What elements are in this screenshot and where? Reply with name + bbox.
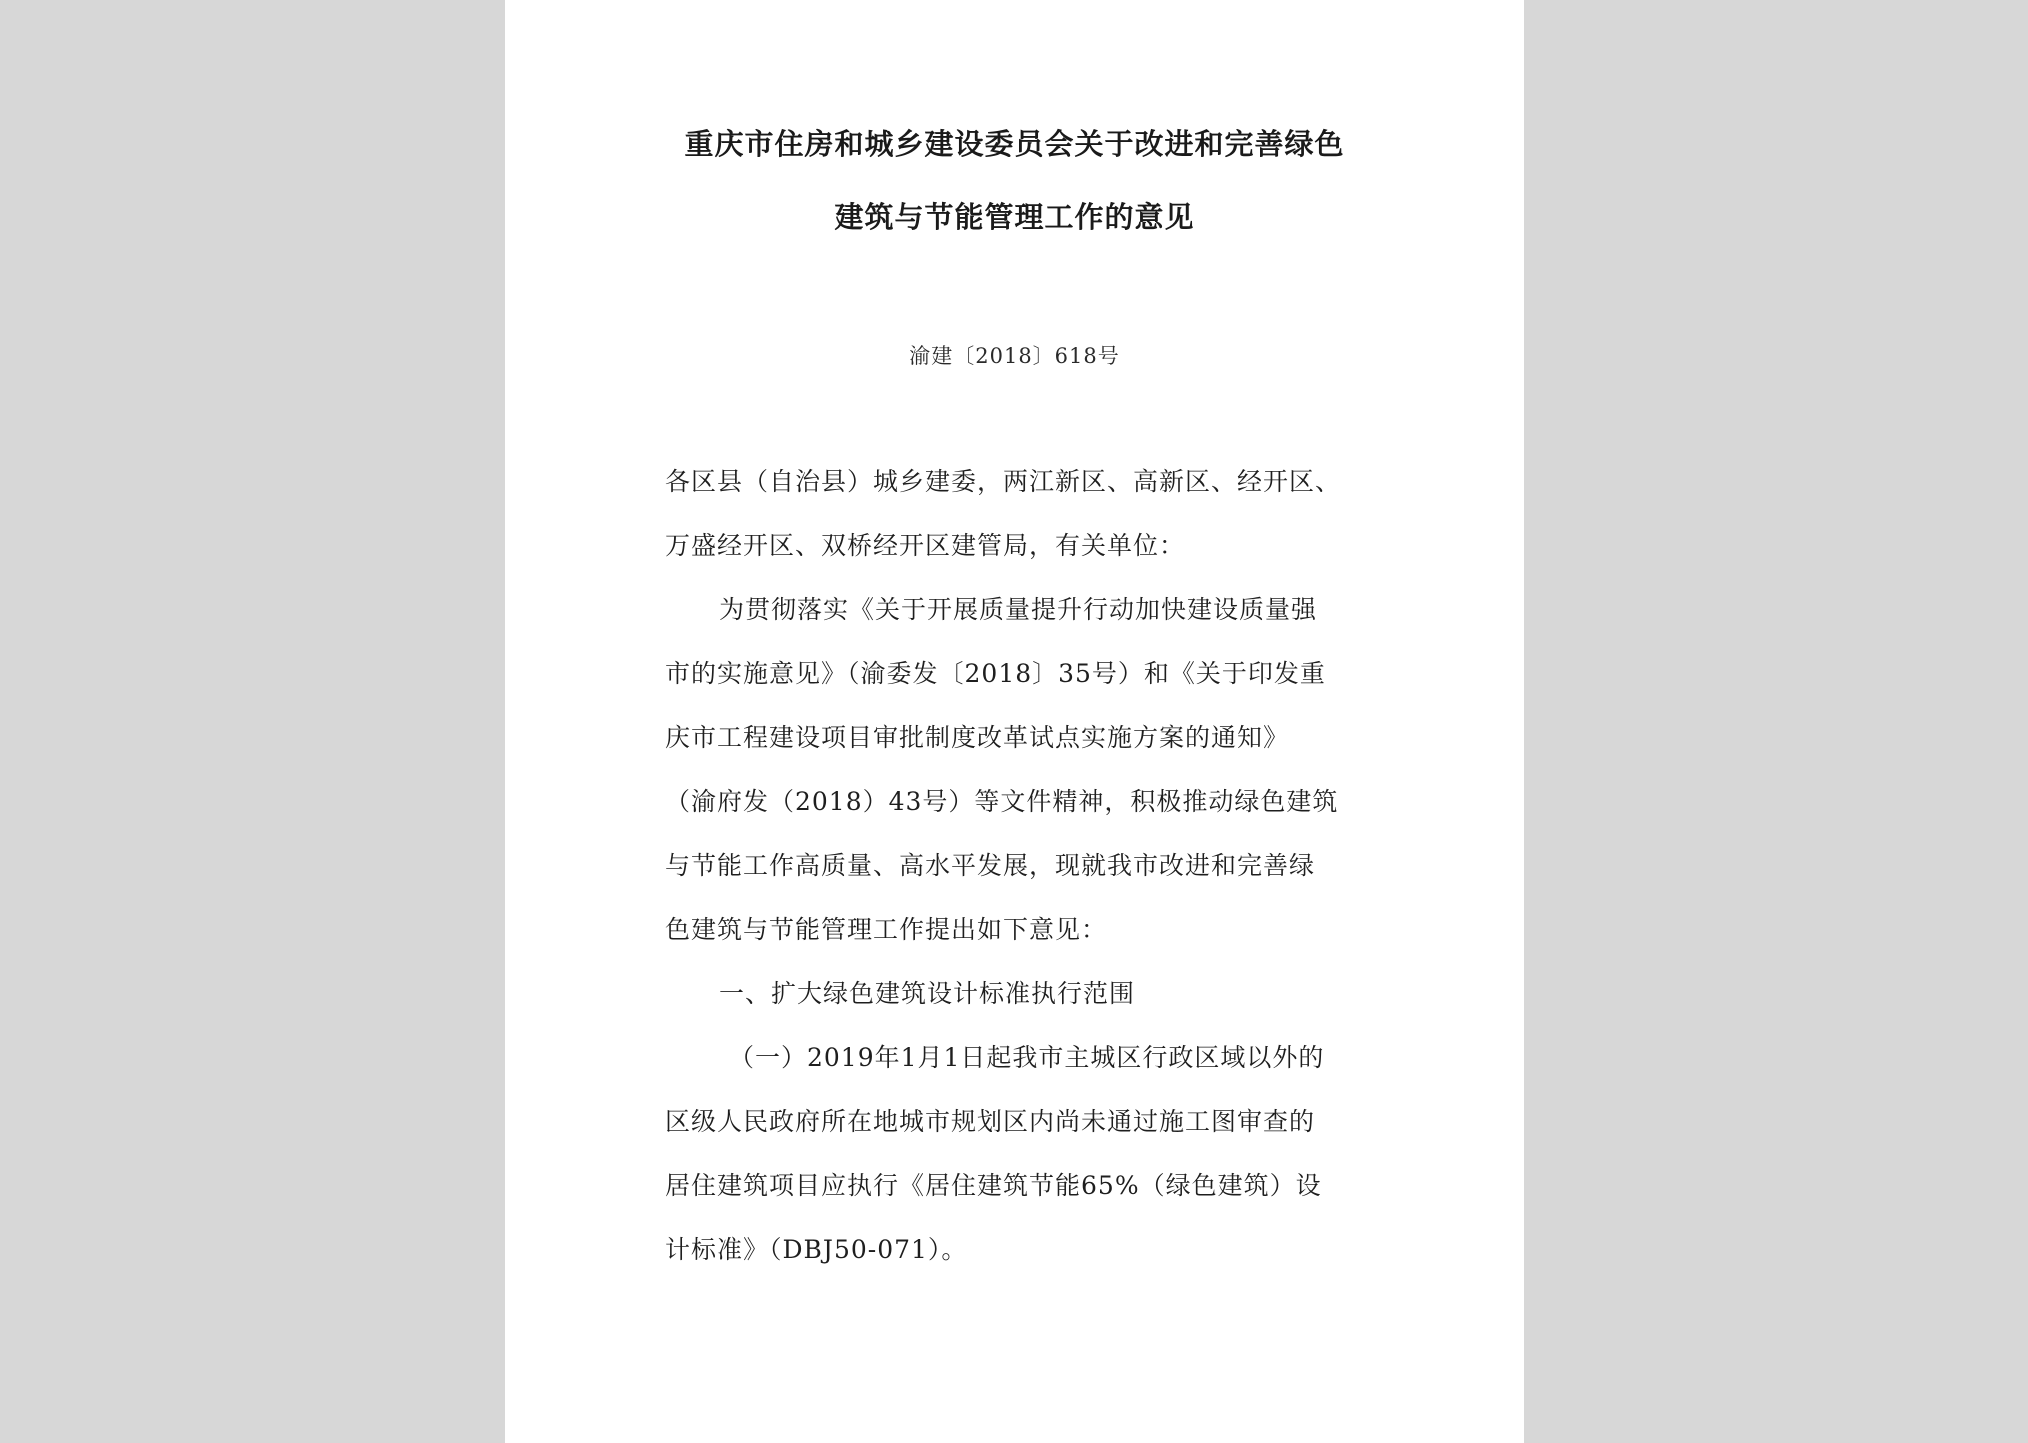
body-line: 为贯彻落实《关于开展质量提升行动加快建设质量强: [719, 595, 1318, 624]
document-page: [505, 0, 1524, 1443]
body-line: 万盛经开区、双桥经开区建管局，有关单位：: [665, 531, 1186, 560]
body-line: 色建筑与节能管理工作提出如下意见：: [665, 915, 1108, 944]
body-line: 各区县（自治县）城乡建委，两江新区、高新区、经开区、: [665, 467, 1342, 496]
body-line: 计标准》（DBJ50-071）。: [665, 1235, 968, 1264]
body-line: （渝府发（2018）43号）等文件精神，积极推动绿色建筑: [665, 787, 1339, 816]
body-line: （一）2019年1月1日起我市主城区行政区域以外的: [729, 1043, 1325, 1072]
body-line: 庆市工程建设项目审批制度改革试点实施方案的通知》: [665, 723, 1290, 752]
body-line: 居住建筑项目应执行《居住建筑节能65%（绿色建筑）设: [665, 1171, 1322, 1200]
document-title-line-1: 重庆市住房和城乡建设委员会关于改进和完善绿色: [684, 127, 1345, 161]
body-line: 区级人民政府所在地城市规划区内尚未通过施工图审查的: [665, 1107, 1316, 1136]
document-number: 渝建〔2018〕618号: [909, 344, 1120, 368]
body-line: 市的实施意见》（渝委发〔2018〕35号）和《关于印发重: [665, 659, 1326, 688]
document-title-line-2: 建筑与节能管理工作的意见: [834, 200, 1195, 234]
body-line: 与节能工作高质量、高水平发展，现就我市改进和完善绿: [665, 851, 1316, 880]
section-heading: 一、扩大绿色建筑设计标准执行范围: [719, 979, 1136, 1008]
